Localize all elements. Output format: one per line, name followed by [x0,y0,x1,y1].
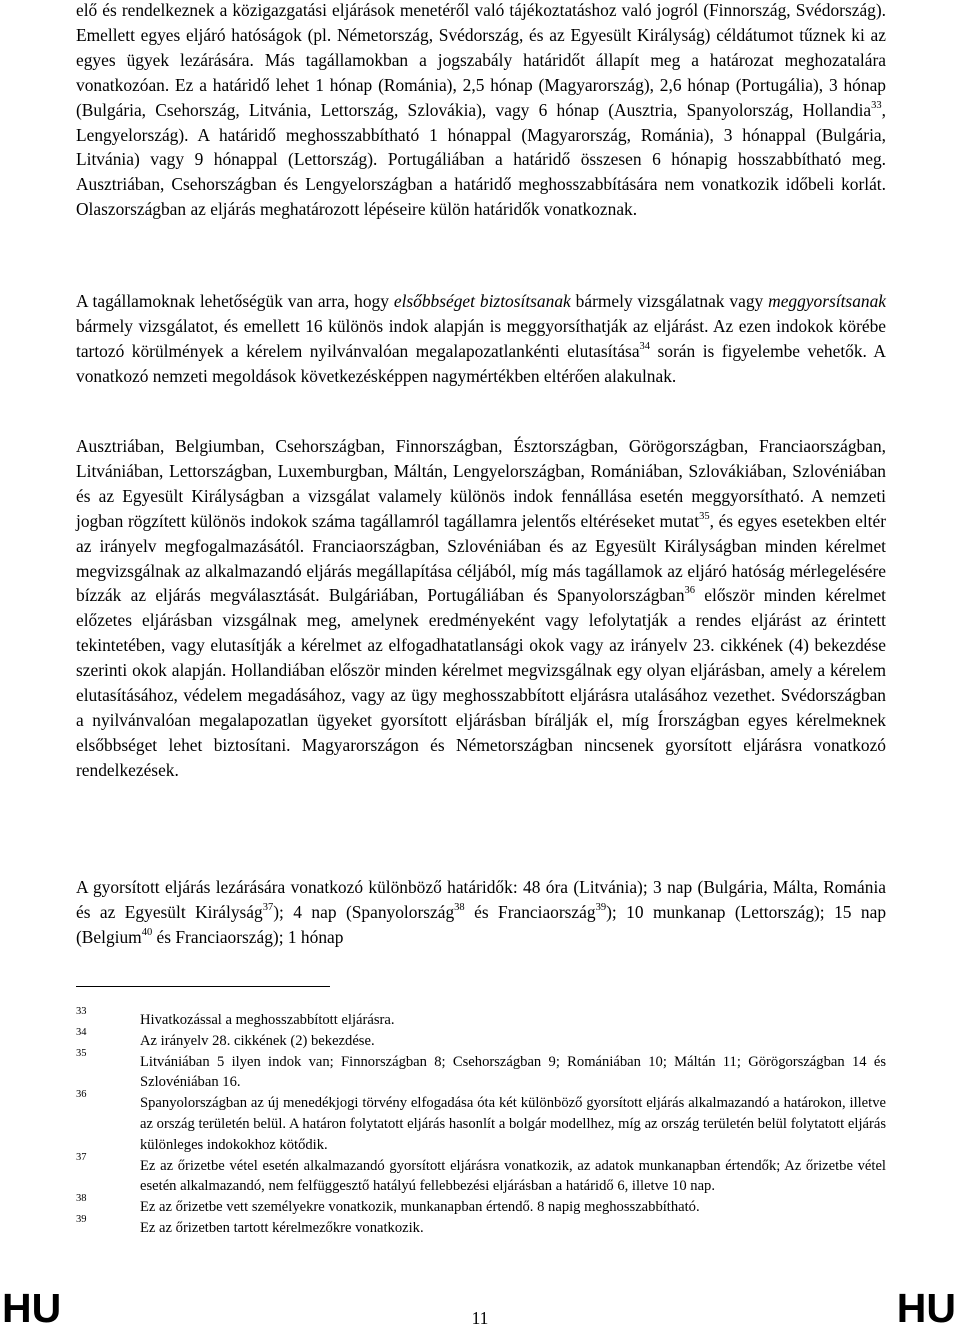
footnote-39 [76,1213,886,1239]
paragraph-priority [76,289,886,389]
paragraph-text: elő és rendelkeznek a közigazgatási eljárások menetéről való tájékoztatáshoz való jogról (Finnország, Svédország). Emellett egyes eljáró hatóságok (pl. Németország, Svédország, és az Egyesült Királyság) céldátumot tűznek ki az egyes ügyek lezárására. Más tagállamokban a jogszabály határidőt állapít meg a határozat meghozatalára vonatkozóan. Ez a határidő lehet 1 hónap (Románia), 2,5 hónap (Magyarország), 2,6 hónap (Portugália), 3 hónap (Bulgária, Csehország, Litvánia, Lettország, Szlovákia), vagy 6 hónap (Ausztria, Spanyolország, Hollandia [76,0,886,120]
paragraph-text: , és egyes esetekben eltér az irányelv megfogalmazásától. Franciaországban, Szlovéniában és az Egyesült Királyságban minden kérelmet megvizsgálnak az alkalmazandó eljárás megállapítása céljából, míg más tagállamok az eljáró hatóság mérlegelésére bízzák az eljárás megválasztását. Bulgáriában, Portugáliában és Spanyolországban [76,510,886,606]
paragraph-text: ); 4 nap (Spanyolország [273,901,455,922]
footnote-ref-36[interactable]: 36 [684,585,696,597]
paragraph-accelerated-procedure [76,434,886,783]
footnote-35 [76,1047,886,1094]
footnote-number: 36 [76,1089,87,1101]
footnote-text: Ez az őrizetbe vett személyekre vonatkozik, munkanapban értendő. 8 napig meghosszabbítható. [140,1199,700,1216]
footnote-text: Hivatkozással a meghosszabbított eljárásra. [140,1012,395,1028]
paragraph-text: A gyorsított eljárás lezárására vonatkozó különböző határidők: 48 óra (Litvánia); 3 nap (Bulgária, Málta, Románia és az Egyesült Királyság [76,877,886,922]
footnote-37 [76,1151,886,1198]
paragraph-text: bármely vizsgálatot, és emellett 16 különös indok alapján is meggyorsíthatják az eljárást. Az ezen indokok körébe tartozó körülmények a kérelem nyilvánvalóan megalapozatlankénti elutasítása [76,315,886,361]
footnote-text: Spanyolországban az új menedékjogi törvény elfogadása óta két különböző gyorsított eljárás alkalmazandó a határokon, illetve az ország területén belül. A határon folytatott eljárás hasonlít a bolgár modellhez, míg az ország területén belül folytatott eljárás különleges indokokhoz kötődik. [140,1095,886,1153]
paragraph-text: Ausztriában, Belgiumban, Csehországban, Finnországban, Észtországban, Görögországban, Franciaországban, Litvániában, Lettországban, Luxemburgban, Máltán, Lengyelországban, Romániában, Szlovákiában, Szlovéniában és az Egyesült Királyságban a vizsgálat valamely különös indok fennállása esetén meggyorsítható. A nemzeti jogban rögzített különös indokok száma tagállamról tagállamra jelentős eltéréseket mutat [76,436,886,531]
footnote-number: 37 [76,1151,87,1163]
footnote-text: Ez az őrizetben tartott kérelmezőkre vonatkozik. [140,1219,424,1236]
paragraph-text: és Franciaország [464,901,596,922]
paragraph-text: ); 10 munkanap (Lettország); 15 nap (Belgium [76,901,887,947]
paragraph-text: először minden kérelmet előzetes eljárásban vizsgálnak meg, amelynek eredményeként vagy lefolytatják a rendes eljárást az érintett tekintetében, vagy elutasítják a kérelmet az elfogadhatatlansági okok vagy az irányelv 23. cikkének (4) bekezdése szerinti okok alapján. Hollandiában először minden kérelmet megvizsgálnak egy olyan eljárásban, amely a kérelem elutasításához, védelem megadásához, vagy az ügy meghosszabbított eljárásra utalásához vezethet. Svédországban a nyilvánvalóan megalapozatlan ügyeket gyorsított eljárásban bírálják el, míg Írországban egyes kérelmeknek elsőbbséget lehet biztosítani. Magyarországon és Németországban nincsenek gyorsított eljárásra vonatkozó rendelkezések. [76,585,886,780]
footnote-number: 33 [76,1006,87,1017]
footnote-ref-34[interactable]: 34 [639,340,651,352]
language-code-right: HU [896,1285,956,1331]
paragraph-text: bármely vizsgálatnak vagy [570,291,769,311]
footnote-34 [76,1026,886,1052]
paragraph-text: , Lengyelország). A határidő meghosszabbítható 1 hónappal (Magyarország, Románia), 3 hónappal (Bulgária, Litvánia) vagy 9 hónappal (Lettország). Portugáliában a határidő összesen 6 hónapig hosszabbítható meg. Ausztriában, Csehországban és Lengyelországban a határidő meghosszabbítására nem vonatkozik időbeli korlát. Olaszországban az eljárás meghatározott lépéseire külön határidők vonatkoznak. [76,99,886,220]
footnote-ref-38[interactable]: 38 [454,901,465,913]
footnote-text: Ez az őrizetbe vétel esetén alkalmazandó gyorsított eljárásra vonatkozik, az adatok munkanapban értendők; Az őrizetbe vétel esetén alkalmazandó, nem felfüggesztő hatályú fellebbezési eljárásban a határidő 6, illetve 10 nap. [140,1157,886,1195]
footnote-33 [76,1006,886,1031]
footnote-number: 38 [76,1193,87,1205]
paragraph-deadlines [76,0,886,222]
footnote-separator [76,986,330,987]
footnote-number: 35 [76,1047,87,1059]
paragraph-text: során is figyelembe vehetők. A vonatkozó nemzeti megoldások következésképpen nagymértékben eltérően alakulnak. [76,340,886,386]
footnote-38 [76,1193,886,1218]
footnote-text: Az irányelv 28. cikkének (2) bekezdése. [140,1032,375,1049]
footnotes [76,1006,886,1239]
language-code-left: HU [2,1285,62,1331]
emphasis-text: elsőbbséget biztosítsanak [393,291,571,311]
paragraph-text: A tagállamoknak lehetőségük van arra, hogy [76,291,394,311]
footnote-number: 39 [76,1213,87,1225]
paragraph-time-limits [76,875,886,950]
paragraph-text: és Franciaország); 1 hónap [152,926,344,947]
footnote-ref-35[interactable]: 35 [699,510,710,522]
emphasis-text: meggyorsítsanak [768,291,886,311]
footnote-ref-33[interactable]: 33 [871,99,882,111]
footnote-text: Litvániában 5 ilyen indok van; Finnországban 8; Csehországban 9; Romániában 10; Máltán 11; Görögországban 14 és Szlovéniában 16. [140,1053,886,1091]
footnote-ref-40[interactable]: 40 [141,926,153,938]
footnote-ref-37[interactable]: 37 [262,901,274,913]
footnote-number: 34 [76,1026,87,1038]
footnote-ref-39[interactable]: 39 [595,901,607,913]
footnote-36 [76,1089,886,1155]
page-number: 11 [471,1308,489,1328]
